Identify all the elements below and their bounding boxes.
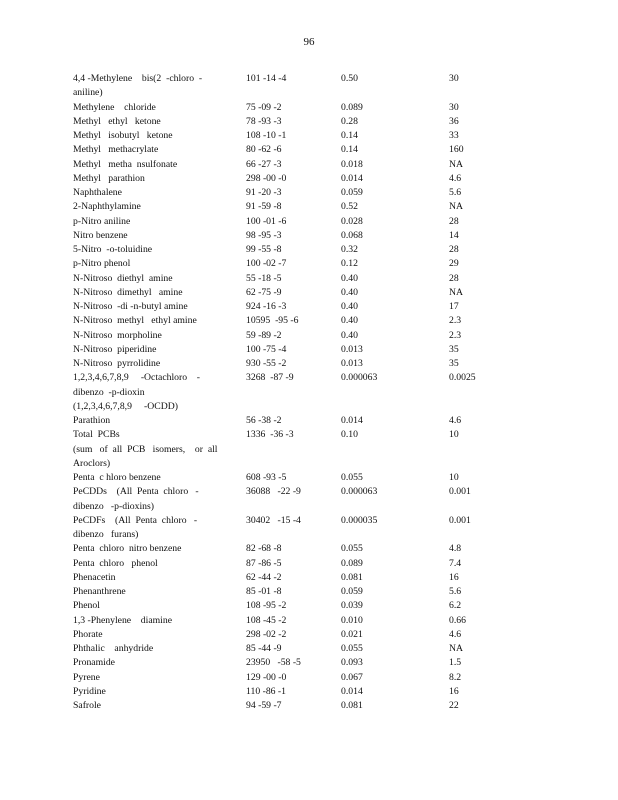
value-2-cell: 36 — [449, 115, 459, 127]
value-2-cell: 16 — [449, 685, 459, 697]
table-row — [73, 542, 529, 556]
table-row — [73, 272, 529, 286]
value-2-cell: 4.6 — [449, 172, 462, 184]
chemical-name-cell: Penta chloro phenol — [73, 557, 158, 569]
value-1-cell: 0.081 — [341, 700, 363, 711]
value-2-cell: 30 — [449, 73, 459, 84]
cas-number-cell: 608 -93 -5 — [246, 472, 287, 483]
table-row — [73, 514, 529, 543]
cas-number-cell: 108 -10 -1 — [246, 130, 287, 141]
chemical-name-cell: N-Nitroso pyrrolidine — [73, 358, 161, 369]
table-row — [73, 485, 529, 514]
value-2-cell: 10 — [449, 429, 459, 441]
value-1-cell: 0.32 — [341, 244, 358, 255]
value-1-cell: 0.014 — [341, 685, 363, 697]
value-2-cell: 16 — [449, 571, 459, 583]
value-1-cell: 0.000035 — [341, 514, 378, 526]
table-body — [73, 72, 529, 713]
value-1-cell: 0.12 — [341, 258, 358, 270]
table-row — [73, 257, 529, 271]
value-1-cell: 0.28 — [341, 115, 358, 127]
chemical-name-cell: 1,2,3,4,6,7,8,9 -Octachloro - dibenzo -p-dioxin (1,2,3,4,6,7,8,9 -OCDD) — [73, 372, 200, 412]
cas-number-cell: 10595 -95 -6 — [246, 315, 299, 327]
chemical-name-cell: N-Nitroso methyl ethyl amine — [73, 315, 197, 327]
value-2-cell: 4.8 — [449, 543, 462, 555]
value-1-cell: 0.067 — [341, 671, 363, 683]
chemical-table — [73, 72, 529, 713]
table-row — [73, 229, 529, 243]
value-2-cell: NA — [449, 158, 463, 170]
value-1-cell: 0.40 — [341, 329, 358, 341]
chemical-name-cell: 1,3 -Phenylene diamine — [73, 614, 173, 626]
table-row — [73, 557, 529, 571]
chemical-name-cell: Methyl methacrylate — [73, 144, 159, 156]
value-1-cell: 0.028 — [341, 215, 363, 227]
table-row — [73, 614, 529, 628]
cas-number-cell: 110 -86 -1 — [246, 685, 286, 697]
value-1-cell: 0.021 — [341, 628, 363, 640]
table-row — [73, 585, 529, 599]
value-1-cell: 0.10 — [341, 429, 358, 441]
value-1-cell: 0.000063 — [341, 372, 378, 384]
table-row — [73, 414, 529, 428]
chemical-name-cell: Penta c hloro benzene — [73, 472, 161, 483]
value-2-cell: 5.6 — [449, 187, 462, 198]
chemical-name-cell: Penta chloro nitro benzene — [73, 543, 182, 555]
chemical-name-cell: Naphthalene — [73, 187, 122, 198]
value-1-cell: 0.089 — [341, 101, 363, 113]
chemical-name-cell: 2-Naphthylamine — [73, 201, 141, 213]
cas-number-cell: 924 -16 -3 — [246, 301, 287, 312]
value-2-cell: NA — [449, 643, 463, 654]
table-row — [73, 357, 529, 371]
table-row — [73, 628, 529, 642]
cas-number-cell: 101 -14 -4 — [246, 73, 287, 84]
value-1-cell: 0.055 — [341, 472, 363, 483]
value-1-cell: 0.52 — [341, 201, 358, 213]
chemical-name-cell: PeCDDs (All Penta chloro - dibenzo -p-dioxins) — [73, 486, 199, 512]
cas-number-cell: 100 -75 -4 — [246, 343, 287, 355]
cas-number-cell: 99 -55 -8 — [246, 244, 282, 255]
value-2-cell: 6.2 — [449, 600, 462, 612]
table-row — [73, 471, 529, 485]
cas-number-cell: 75 -09 -2 — [246, 101, 282, 113]
table-row — [73, 243, 529, 257]
chemical-name-cell: Phthalic anhydride — [73, 643, 154, 654]
cas-number-cell: 30402 -15 -4 — [246, 514, 301, 526]
value-1-cell: 0.014 — [341, 172, 363, 184]
table-row — [73, 72, 529, 101]
cas-number-cell: 108 -95 -2 — [246, 600, 287, 612]
value-2-cell: NA — [449, 201, 463, 213]
page-number: 96 — [303, 36, 315, 48]
cas-number-cell: 108 -45 -2 — [246, 614, 287, 626]
value-2-cell: 35 — [449, 343, 459, 355]
table-row — [73, 685, 529, 699]
chemical-name-cell: 5-Nitro -o-toluidine — [73, 244, 153, 255]
cas-number-cell: 59 -89 -2 — [246, 329, 282, 341]
value-2-cell: 2.3 — [449, 315, 462, 327]
value-2-cell: 17 — [449, 301, 459, 312]
cas-number-cell: 94 -59 -7 — [246, 700, 282, 711]
table-row — [73, 343, 529, 357]
table-row — [73, 314, 529, 328]
table-row — [73, 172, 529, 186]
table-row — [73, 642, 529, 656]
value-1-cell: 0.055 — [341, 643, 363, 654]
value-2-cell: 0.001 — [449, 514, 471, 526]
value-2-cell: 7.4 — [449, 557, 462, 569]
cas-number-cell: 129 -00 -0 — [246, 671, 287, 683]
value-1-cell: 0.039 — [341, 600, 363, 612]
table-row — [73, 286, 529, 300]
table-row — [73, 115, 529, 129]
table-row — [73, 329, 529, 343]
table-row — [73, 428, 529, 471]
chemical-name-cell: N-Nitroso piperidine — [73, 343, 157, 355]
value-1-cell: 0.010 — [341, 614, 363, 626]
cas-number-cell: 3268 -87 -9 — [246, 372, 294, 384]
table-row — [73, 371, 529, 414]
cas-number-cell: 100 -02 -7 — [246, 258, 287, 270]
cas-number-cell: 98 -95 -3 — [246, 229, 282, 241]
value-1-cell: 0.081 — [341, 571, 363, 583]
value-2-cell: 4.6 — [449, 415, 462, 426]
value-2-cell: NA — [449, 286, 463, 298]
table-row — [73, 200, 529, 214]
value-1-cell: 0.059 — [341, 187, 363, 198]
value-1-cell: 0.013 — [341, 358, 363, 369]
chemical-name-cell: Phenanthrene — [73, 586, 126, 597]
cas-number-cell: 66 -27 -3 — [246, 158, 282, 170]
value-1-cell: 0.40 — [341, 286, 358, 298]
value-2-cell: 28 — [449, 215, 459, 227]
value-2-cell: 8.2 — [449, 671, 462, 683]
cas-number-cell: 930 -55 -2 — [246, 358, 287, 369]
value-1-cell: 0.093 — [341, 657, 363, 669]
cas-number-cell: 91 -59 -8 — [246, 201, 282, 213]
table-row — [73, 656, 529, 670]
chemical-name-cell: Parathion — [73, 415, 111, 426]
value-1-cell: 0.40 — [341, 315, 358, 327]
chemical-name-cell: Phorate — [73, 628, 103, 640]
cas-number-cell: 62 -75 -9 — [246, 286, 282, 298]
chemical-name-cell: 4,4 -Methylene bis(2 -chloro - aniline) — [73, 73, 203, 99]
value-1-cell: 0.14 — [341, 130, 358, 141]
cas-number-cell: 298 -02 -2 — [246, 628, 287, 640]
value-2-cell: 5.6 — [449, 586, 462, 597]
chemical-name-cell: Phenacetin — [73, 571, 116, 583]
value-1-cell: 0.40 — [341, 272, 358, 284]
chemical-name-cell: Methyl metha nsulfonate — [73, 158, 178, 170]
value-2-cell: 0.0025 — [449, 372, 476, 384]
cas-number-cell: 56 -38 -2 — [246, 415, 282, 426]
value-2-cell: 28 — [449, 244, 459, 255]
value-2-cell: 0.001 — [449, 486, 471, 498]
cas-number-cell: 62 -44 -2 — [246, 571, 282, 583]
value-1-cell: 0.059 — [341, 586, 363, 597]
cas-number-cell: 91 -20 -3 — [246, 187, 282, 198]
chemical-name-cell: Nitro benzene — [73, 229, 128, 241]
table-row — [73, 571, 529, 585]
value-2-cell: 160 — [449, 144, 464, 156]
table-row — [73, 599, 529, 613]
chemical-name-cell: Total PCBs (sum of all PCB isomers, or all Aroclors) — [73, 429, 218, 469]
value-1-cell: 0.000063 — [341, 486, 378, 498]
value-1-cell: 0.013 — [341, 343, 363, 355]
cas-number-cell: 298 -00 -0 — [246, 172, 287, 184]
chemical-name-cell: Methyl parathion — [73, 172, 145, 184]
chemical-name-cell: Pronamide — [73, 657, 115, 669]
cas-number-cell: 100 -01 -6 — [246, 215, 287, 227]
cas-number-cell: 85 -44 -9 — [246, 643, 282, 654]
cas-number-cell: 85 -01 -8 — [246, 586, 282, 597]
value-2-cell: 1.5 — [449, 657, 462, 669]
cas-number-cell: 87 -86 -5 — [246, 557, 282, 569]
table-row — [73, 143, 529, 157]
chemical-name-cell: N-Nitroso -di -n-butyl amine — [73, 301, 188, 312]
chemical-name-cell: PeCDFs (All Penta chloro - dibenzo furans) — [73, 514, 198, 540]
cas-number-cell: 1336 -36 -3 — [246, 429, 294, 441]
chemical-name-cell: p-Nitro aniline — [73, 215, 131, 227]
cas-number-cell: 78 -93 -3 — [246, 115, 282, 127]
value-2-cell: 10 — [449, 472, 459, 483]
value-2-cell: 35 — [449, 358, 459, 369]
cas-number-cell: 23950 -58 -5 — [246, 657, 301, 669]
chemical-name-cell: N-Nitroso dimethyl amine — [73, 286, 183, 298]
table-row — [73, 215, 529, 229]
table-row — [73, 158, 529, 172]
value-1-cell: 0.055 — [341, 543, 363, 555]
chemical-name-cell: N-Nitroso morpholine — [73, 329, 162, 341]
cas-number-cell: 80 -62 -6 — [246, 144, 282, 156]
chemical-name-cell: Phenol — [73, 600, 100, 612]
chemical-name-cell: Pyridine — [73, 685, 106, 697]
chemical-name-cell: Pyrene — [73, 671, 100, 683]
value-2-cell: 4.6 — [449, 628, 462, 640]
value-2-cell: 33 — [449, 130, 459, 141]
value-1-cell: 0.018 — [341, 158, 363, 170]
table-row — [73, 101, 529, 115]
chemical-name-cell: N-Nitroso diethyl amine — [73, 272, 173, 284]
value-2-cell: 29 — [449, 258, 459, 270]
chemical-name-cell: Methylene chloride — [73, 101, 156, 113]
table-row — [73, 671, 529, 685]
cas-number-cell: 36088 -22 -9 — [246, 486, 301, 498]
value-2-cell: 22 — [449, 700, 459, 711]
table-row — [73, 300, 529, 314]
chemical-name-cell: Methyl ethyl ketone — [73, 115, 161, 127]
value-2-cell: 30 — [449, 101, 459, 113]
value-1-cell: 0.14 — [341, 144, 358, 156]
value-2-cell: 0.66 — [449, 614, 466, 626]
value-1-cell: 0.014 — [341, 415, 363, 426]
value-1-cell: 0.50 — [341, 73, 358, 84]
value-1-cell: 0.068 — [341, 229, 363, 241]
value-2-cell: 14 — [449, 229, 459, 241]
value-1-cell: 0.40 — [341, 301, 358, 312]
table-row — [73, 186, 529, 200]
table-row — [73, 129, 529, 143]
table-row — [73, 699, 529, 713]
chemical-name-cell: Safrole — [73, 700, 101, 711]
value-2-cell: 28 — [449, 272, 459, 284]
value-1-cell: 0.089 — [341, 557, 363, 569]
chemical-name-cell: p-Nitro phenol — [73, 258, 131, 270]
cas-number-cell: 82 -68 -8 — [246, 543, 282, 555]
value-2-cell: 2.3 — [449, 329, 462, 341]
cas-number-cell: 55 -18 -5 — [246, 272, 282, 284]
chemical-name-cell: Methyl isobutyl ketone — [73, 130, 173, 141]
